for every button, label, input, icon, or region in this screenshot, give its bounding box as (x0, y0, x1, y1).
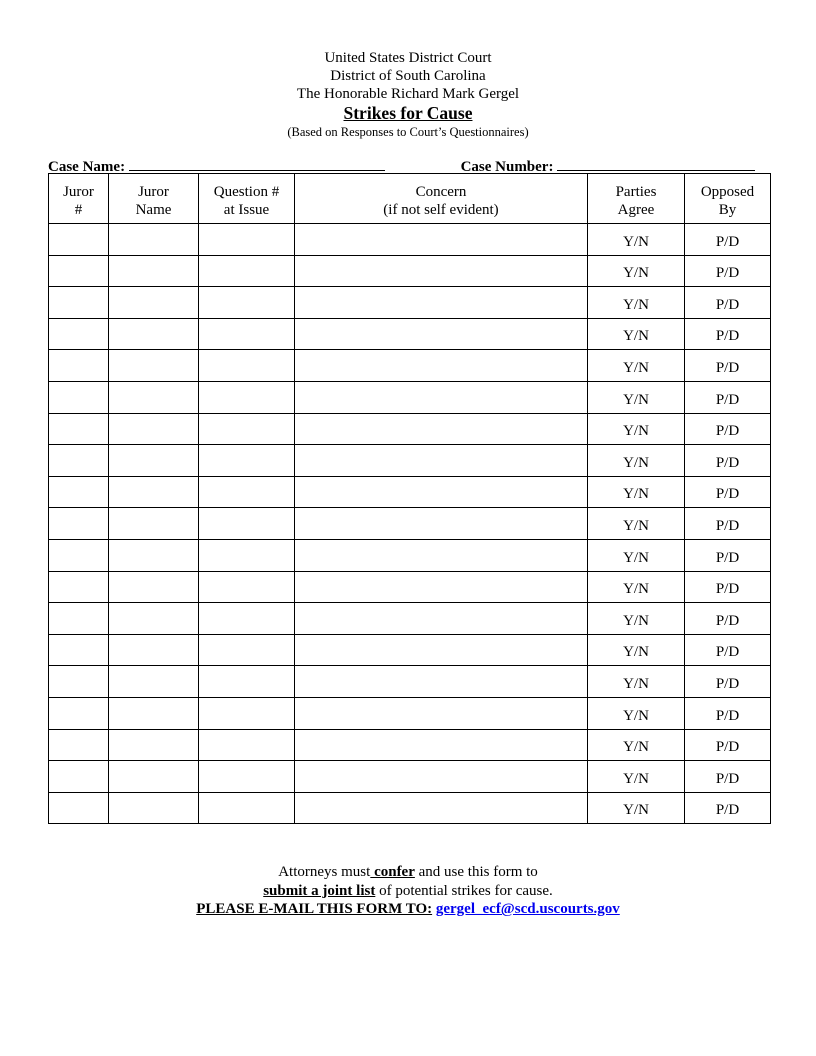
question-cell[interactable] (199, 287, 295, 319)
table-row (49, 571, 771, 603)
table-row (49, 318, 771, 350)
juror-name-cell[interactable] (109, 761, 199, 793)
opposed-by-cell[interactable]: P/D (685, 224, 771, 256)
parties-agree-cell[interactable]: Y/N (588, 571, 685, 603)
parties-agree-cell[interactable]: Y/N (588, 792, 685, 824)
district-name: District of South Carolina (330, 68, 486, 84)
parties-agree-cell[interactable]: Y/N (588, 476, 685, 508)
opposed-by-cell[interactable]: P/D (685, 381, 771, 413)
case-number-label: Case Number: (460, 159, 554, 175)
column-header-question: Question # at Issue (199, 174, 295, 224)
juror-number-cell[interactable] (49, 224, 109, 256)
juror-name-cell[interactable] (109, 413, 199, 445)
concern-cell[interactable] (295, 350, 588, 382)
question-cell[interactable] (199, 761, 295, 793)
table-row (49, 634, 771, 666)
table-row (49, 224, 771, 256)
document-header (0, 49, 816, 140)
question-cell[interactable] (199, 350, 295, 382)
table-row (49, 445, 771, 477)
juror-name-cell[interactable] (109, 476, 199, 508)
parties-agree-cell[interactable]: Y/N (588, 634, 685, 666)
parties-agree-cell[interactable]: Y/N (588, 761, 685, 793)
opposed-by-cell[interactable]: P/D (685, 792, 771, 824)
concern-cell[interactable] (295, 539, 588, 571)
parties-agree-cell[interactable]: Y/N (588, 666, 685, 698)
concern-cell[interactable] (295, 761, 588, 793)
column-header-parties-agree: Parties Agree (588, 174, 685, 224)
opposed-by-cell[interactable]: P/D (685, 350, 771, 382)
opposed-by-cell[interactable]: P/D (685, 445, 771, 477)
strikes-table (48, 173, 771, 824)
opposed-by-cell[interactable]: P/D (685, 603, 771, 635)
question-cell[interactable] (199, 381, 295, 413)
opposed-by-cell[interactable]: P/D (685, 413, 771, 445)
form-subtitle: (Based on Responses to Court’s Questionnaires) (287, 125, 529, 139)
opposed-by-cell[interactable]: P/D (685, 666, 771, 698)
email-link[interactable]: gergel_ecf@scd.uscourts.gov (435, 901, 620, 917)
question-cell[interactable] (199, 792, 295, 824)
question-cell[interactable] (199, 666, 295, 698)
concern-cell[interactable] (295, 697, 588, 729)
parties-agree-cell[interactable]: Y/N (588, 381, 685, 413)
question-cell[interactable] (199, 413, 295, 445)
table-row (49, 413, 771, 445)
juror-name-cell[interactable] (109, 287, 199, 319)
table-row (49, 729, 771, 761)
juror-name-cell[interactable] (109, 571, 199, 603)
concern-cell[interactable] (295, 792, 588, 824)
table-row (49, 539, 771, 571)
juror-name-cell[interactable] (109, 350, 199, 382)
opposed-by-cell[interactable]: P/D (685, 761, 771, 793)
opposed-by-cell[interactable]: P/D (685, 539, 771, 571)
email-instruction-label: PLEASE E-MAIL THIS FORM TO: (196, 901, 433, 917)
juror-number-cell[interactable] (49, 792, 109, 824)
opposed-by-cell[interactable]: P/D (685, 508, 771, 540)
parties-agree-cell[interactable]: Y/N (588, 697, 685, 729)
concern-cell[interactable] (295, 571, 588, 603)
juror-name-cell[interactable] (109, 666, 199, 698)
concern-cell[interactable] (295, 287, 588, 319)
juror-number-cell[interactable] (49, 350, 109, 382)
juror-number-cell[interactable] (49, 729, 109, 761)
question-cell[interactable] (199, 224, 295, 256)
juror-number-cell[interactable] (49, 571, 109, 603)
opposed-by-cell[interactable]: P/D (685, 634, 771, 666)
juror-number-cell[interactable] (49, 381, 109, 413)
parties-agree-cell[interactable]: Y/N (588, 729, 685, 761)
juror-number-cell[interactable] (49, 318, 109, 350)
strikes-table-body (49, 224, 771, 824)
table-row (49, 381, 771, 413)
court-name: United States District Court (324, 50, 492, 66)
question-cell[interactable] (199, 634, 295, 666)
table-row (49, 255, 771, 287)
juror-number-cell[interactable] (49, 539, 109, 571)
case-name-field[interactable] (129, 156, 385, 171)
concern-cell[interactable] (295, 508, 588, 540)
juror-number-cell[interactable] (49, 445, 109, 477)
concern-cell[interactable] (295, 603, 588, 635)
juror-name-cell[interactable] (109, 792, 199, 824)
footer-line-2: submit a joint list of potential strikes for cause. (263, 882, 553, 899)
juror-number-cell[interactable] (49, 508, 109, 540)
parties-agree-cell[interactable]: Y/N (588, 603, 685, 635)
column-header-opposed-by: Opposed By (685, 174, 771, 224)
opposed-by-cell[interactable]: P/D (685, 255, 771, 287)
parties-agree-cell[interactable]: Y/N (588, 318, 685, 350)
juror-number-cell[interactable] (49, 666, 109, 698)
table-row (49, 697, 771, 729)
parties-agree-cell[interactable]: Y/N (588, 539, 685, 571)
column-header-juror-number: Juror # (49, 174, 109, 224)
concern-cell[interactable] (295, 634, 588, 666)
juror-name-cell[interactable] (109, 634, 199, 666)
question-cell[interactable] (199, 255, 295, 287)
table-row (49, 476, 771, 508)
juror-number-cell[interactable] (49, 287, 109, 319)
question-cell[interactable] (199, 508, 295, 540)
opposed-by-cell[interactable]: P/D (685, 476, 771, 508)
table-row (49, 761, 771, 793)
parties-agree-cell[interactable]: Y/N (588, 224, 685, 256)
concern-cell[interactable] (295, 413, 588, 445)
footer-line-3 (0, 900, 816, 919)
parties-agree-cell[interactable]: Y/N (588, 445, 685, 477)
parties-agree-cell[interactable]: Y/N (588, 350, 685, 382)
concern-cell[interactable] (295, 476, 588, 508)
case-number-field[interactable] (557, 156, 755, 171)
case-name-label: Case Name: (48, 159, 126, 175)
opposed-by-cell[interactable]: P/D (685, 287, 771, 319)
parties-agree-cell[interactable]: Y/N (588, 413, 685, 445)
juror-name-cell[interactable] (109, 603, 199, 635)
question-cell[interactable] (199, 603, 295, 635)
form-title: Strikes for Cause (343, 103, 473, 123)
juror-name-cell[interactable] (109, 224, 199, 256)
juror-number-cell[interactable] (49, 603, 109, 635)
parties-agree-cell[interactable]: Y/N (588, 508, 685, 540)
judge-name: The Honorable Richard Mark Gergel (296, 86, 520, 102)
footer-line-1: Attorneys must confer and use this form to (278, 864, 538, 880)
parties-agree-cell[interactable]: Y/N (588, 287, 685, 319)
juror-name-cell[interactable] (109, 539, 199, 571)
concern-cell[interactable] (295, 381, 588, 413)
concern-cell[interactable] (295, 318, 588, 350)
juror-number-cell[interactable] (49, 761, 109, 793)
juror-name-cell[interactable] (109, 445, 199, 477)
juror-number-cell[interactable] (49, 413, 109, 445)
column-header-juror-name: Juror Name (109, 174, 199, 224)
opposed-by-cell[interactable]: P/D (685, 729, 771, 761)
table-header-row (49, 174, 771, 224)
concern-cell[interactable] (295, 666, 588, 698)
juror-name-cell[interactable] (109, 318, 199, 350)
concern-cell[interactable] (295, 445, 588, 477)
juror-name-cell[interactable] (109, 508, 199, 540)
opposed-by-cell[interactable]: P/D (685, 697, 771, 729)
juror-name-cell[interactable] (109, 729, 199, 761)
opposed-by-cell[interactable]: P/D (685, 571, 771, 603)
concern-cell[interactable] (295, 255, 588, 287)
question-cell[interactable] (199, 571, 295, 603)
juror-name-cell[interactable] (109, 697, 199, 729)
juror-number-cell[interactable] (49, 634, 109, 666)
table-row (49, 508, 771, 540)
juror-number-cell[interactable] (49, 476, 109, 508)
table-row (49, 287, 771, 319)
question-cell[interactable] (199, 476, 295, 508)
opposed-by-cell[interactable]: P/D (685, 318, 771, 350)
question-cell[interactable] (199, 729, 295, 761)
table-row (49, 350, 771, 382)
juror-name-cell[interactable] (109, 255, 199, 287)
table-row (49, 666, 771, 698)
concern-cell[interactable] (295, 224, 588, 256)
table-row (49, 603, 771, 635)
question-cell[interactable] (199, 539, 295, 571)
question-cell[interactable] (199, 318, 295, 350)
table-row (49, 792, 771, 824)
concern-cell[interactable] (295, 729, 588, 761)
juror-number-cell[interactable] (49, 697, 109, 729)
footer-instructions (0, 863, 816, 919)
column-header-concern: Concern (if not self evident) (295, 174, 588, 224)
juror-name-cell[interactable] (109, 381, 199, 413)
question-cell[interactable] (199, 445, 295, 477)
parties-agree-cell[interactable]: Y/N (588, 255, 685, 287)
question-cell[interactable] (199, 697, 295, 729)
juror-number-cell[interactable] (49, 255, 109, 287)
